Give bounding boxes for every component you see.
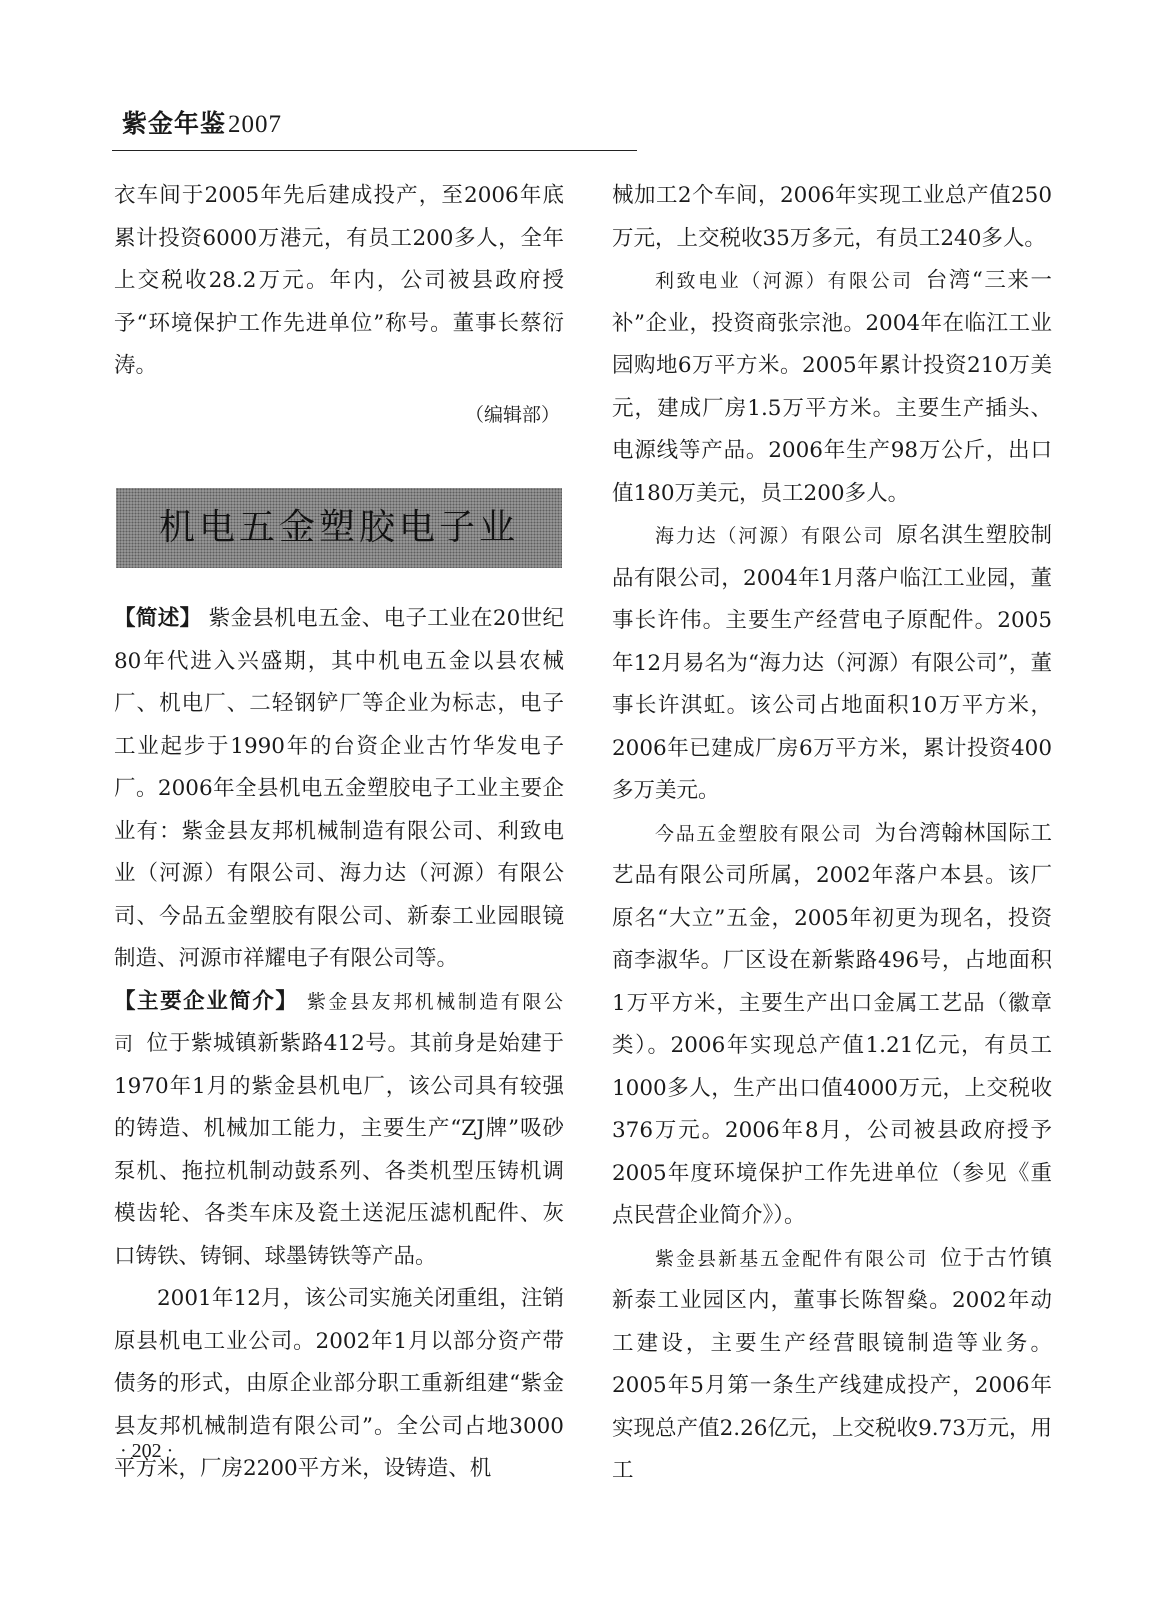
- page-number: · 202 ·: [120, 1440, 174, 1462]
- company-entry: [612, 515, 1052, 813]
- running-header: [122, 104, 282, 140]
- company-name: 紫金县新基五金配件有限公司: [655, 1247, 929, 1270]
- main-enterprises-label: 【主要企业简介】: [114, 988, 299, 1014]
- section-title: 机电五金塑胶电子业: [158, 506, 519, 548]
- left-column: [114, 175, 564, 1491]
- section-banner: [116, 488, 562, 568]
- company-name: 利致电业（河源）有限公司: [655, 270, 914, 292]
- company-text: 原名淇生塑胶制品有限公司，2004年1月落户临江工业园，董事长许伟。主要生产经营电子原配件。2005年12月易名为“海力达（河源）有限公司”，董事长许淇虹。该公司占地面积10万平方米，2006年已建成厂房6万平方米，累计投资400多万美元。: [612, 523, 1052, 803]
- continued-paragraph: 衣车间于2005年先后建成投产，至2006年底累计投资6000万港元，有员工200多人，全年上交税收28.2万元。年内，公司被县政府授予“环境保护工作先进单位”称号。董事长蔡衍涛。: [114, 183, 564, 378]
- overview-paragraph: [114, 598, 564, 981]
- right-column: [612, 175, 1052, 1493]
- company-paragraph: 2001年12月，该公司实施关闭重组，注销原县机电工业公司。2002年1月以部分资产带债务的形式，由原企业部分职工重新组建“紫金县友邦机械制造有限公司”。全公司占地3000平方米，厂房2200平方米，设铸造、机: [114, 1286, 564, 1481]
- company-text: 台湾“三来一补”企业，投资商张宗池。2004年在临江工业园购地6万平方米。2005年累计投资210万美元，建成厂房1.5万平方米。主要生产插头、电源线等产品。2006年生产98万公斤，出口值180万美元，员工200多人。: [612, 268, 1052, 506]
- company-entry: [114, 981, 564, 1279]
- yearbook-year: 2007: [228, 111, 283, 138]
- header-rule: [112, 150, 637, 151]
- company-entry: [612, 260, 1052, 515]
- company-text: 位于紫城镇新紫路412号。其前身是始建于1970年1月的紫金县机电厂，该公司具有较强的铸造、机械加工能力，主要生产“ZJ牌”吸砂泵机、拖拉机制动鼓系列、各类机型压铸机调模齿轮、各类车床及瓷土送泥压滤机配件、灰口铸铁、铸铜、球墨铸铁等产品。: [114, 1031, 564, 1269]
- company-name: 紫金县友邦机械制造有限公司: [114, 990, 564, 1055]
- continued-paragraph: 械加工2个车间，2006年实现工业总产值250万元，上交税收35万多元，有员工240多人。: [612, 183, 1052, 251]
- company-name: 海力达（河源）有限公司: [655, 525, 885, 547]
- company-entry: [612, 1238, 1052, 1493]
- overview-label: 【简述】: [114, 606, 202, 631]
- company-text: 位于古竹镇新泰工业园区内，董事长陈智燊。2002年动工建设，主要生产经营眼镜制造等业务。2005年5月第一条生产线建成投产，2006年实现总产值2.26亿元，上交税收9.73万元，用工: [612, 1245, 1052, 1483]
- overview-text: 紫金县机电五金、电子工业在20世纪80年代进入兴盛期，其中机电五金以县农械厂、机电厂、二轻钢铲厂等企业为标志，电子工业起步于1990年的台资企业古竹华发电子厂。2006年全县机电五金塑胶电子工业主要企业有：紫金县友邦机械制造有限公司、利致电业（河源）有限公司、海力达（河源）有限公司、今品五金塑胶有限公司、新泰工业园眼镜制造、河源市祥耀电子有限公司等。: [114, 606, 564, 971]
- company-entry: [612, 813, 1052, 1238]
- company-text: 为台湾翰林国际工艺品有限公司所属，2002年落户本县。该厂原名“大立”五金，2005年初更为现名，投资商李淑华。厂区设在新紫路496号，占地面积1万平方米，主要生产出口金属工艺品（徽章类）。2006年实现总产值1.21亿元，有员工1000多人，生产出口值4000万元，上交税收376万元。2006年8月，公司被县政府授予2005年度环境保护工作先进单位（参见《重点民营企业简介》）。: [612, 820, 1052, 1228]
- yearbook-title: 紫金年鉴: [122, 109, 227, 138]
- company-name: 今品五金塑胶有限公司: [655, 822, 863, 845]
- editorial-signature: （编辑部）: [464, 403, 560, 426]
